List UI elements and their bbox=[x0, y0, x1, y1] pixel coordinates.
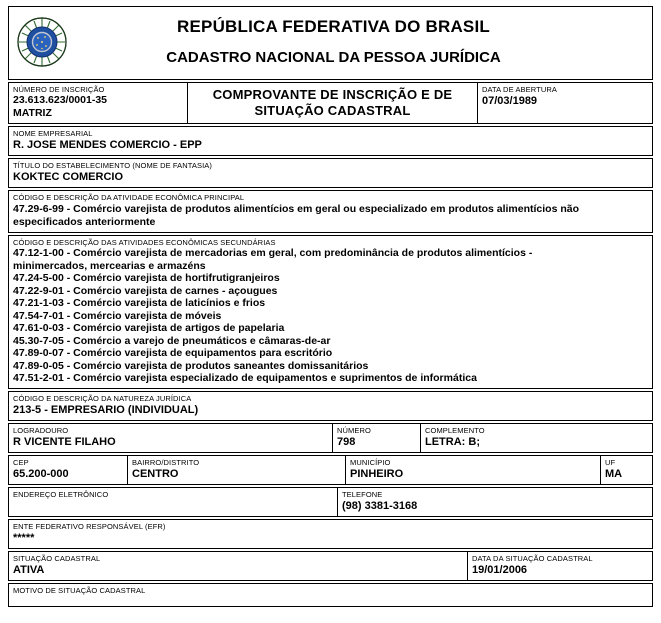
city-box bbox=[346, 455, 601, 485]
list-item: 45.30-7-05 - Comércio a varejo de pneumáticos e câmaras-de-ar bbox=[13, 334, 331, 347]
trade-name-label: TÍTULO DO ESTABELECIMENTO (NOME DE FANTASIA) bbox=[13, 161, 213, 170]
list-item: 47.89-0-05 - Comércio varejista de produtos saneantes domissanitários bbox=[13, 359, 369, 372]
efr-row bbox=[8, 519, 653, 549]
main-activity-row bbox=[8, 190, 653, 233]
list-item: 47.21-1-03 - Comércio varejista de laticínios e frios bbox=[13, 297, 266, 309]
status-badge: ATIVA bbox=[13, 563, 45, 576]
inscription-number-label: NÚMERO DE INSCRIÇÃO bbox=[13, 85, 105, 94]
city-value: PINHEIRO bbox=[350, 467, 404, 480]
email-label: ENDEREÇO ELETRÔNICO bbox=[13, 489, 109, 499]
inscription-number-box bbox=[8, 82, 188, 124]
street-value: R VICENTE FILAHO bbox=[13, 435, 116, 448]
main-activity-label: CÓDIGO E DESCRIÇÃO DA ATIVIDADE ECONÔMICA PRINCIPAL bbox=[13, 193, 245, 202]
cep-box bbox=[8, 455, 128, 485]
trade-name-box bbox=[8, 158, 653, 188]
state-label: UF bbox=[605, 457, 616, 467]
brazil-coat-of-arms-icon bbox=[9, 11, 75, 73]
status-date-box bbox=[468, 551, 653, 581]
list-item: 47.51-2-01 - Comércio varejista especializado de equipamentos e suprimentos de informática bbox=[13, 372, 477, 384]
list-item: minimercados, mercearias e armazéns bbox=[13, 259, 206, 272]
document-header bbox=[8, 6, 653, 80]
district-value: CENTRO bbox=[132, 467, 179, 480]
city-label: MUNICÍPIO bbox=[350, 457, 391, 467]
cep-value: 65.200-000 bbox=[13, 467, 69, 480]
status-date-label: DATA DA SITUAÇÃO CADASTRAL bbox=[472, 553, 593, 563]
status-box bbox=[8, 551, 468, 581]
state-value: MA bbox=[605, 467, 623, 480]
address-row-2 bbox=[8, 455, 653, 485]
state-box bbox=[601, 455, 653, 485]
secondary-activities-list bbox=[13, 247, 648, 385]
status-row bbox=[8, 551, 653, 581]
status-date-value: 19/01/2006 bbox=[472, 563, 528, 576]
main-activity-box bbox=[8, 190, 653, 233]
company-name-box bbox=[8, 126, 653, 156]
complement-label: COMPLEMENTO bbox=[425, 425, 485, 435]
street-box bbox=[8, 423, 333, 453]
district-box bbox=[128, 455, 346, 485]
trade-name-row bbox=[8, 158, 653, 188]
secondary-activities-box bbox=[8, 235, 653, 389]
efr-value: ***** bbox=[13, 531, 35, 544]
efr-box bbox=[8, 519, 653, 549]
district-label: BAIRRO/DISTRITO bbox=[132, 457, 200, 467]
street-label: LOGRADOURO bbox=[13, 425, 69, 435]
legal-nature-value: 213-5 - EMPRESARIO (INDIVIDUAL) bbox=[13, 403, 199, 416]
list-item: 47.12-1-00 - Comércio varejista de mercadorias em geral, com predominância de produtos alimentícios - bbox=[13, 247, 533, 259]
contact-row bbox=[8, 487, 653, 517]
email-box bbox=[8, 487, 338, 517]
list-item: 47.89-0-07 - Comércio varejista de equipamentos para escritório bbox=[13, 347, 333, 359]
page-title: REPÚBLICA FEDERATIVA DO BRASIL bbox=[177, 17, 490, 36]
legal-nature-row bbox=[8, 391, 653, 421]
efr-label: ENTE FEDERATIVO RESPONSÁVEL (EFR) bbox=[13, 521, 166, 531]
status-reason-box bbox=[8, 583, 653, 607]
open-date-label: DATA DE ABERTURA bbox=[482, 85, 557, 94]
list-item: 47.54-7-01 - Comércio varejista de móveis bbox=[13, 309, 222, 322]
main-activity-value: 47.29-6-99 - Comércio varejista de produtos alimentícios em geral ou especializado em produtos alimentícios não especificados anteriormente bbox=[13, 203, 580, 228]
company-name-row bbox=[8, 126, 653, 156]
status-reason-row bbox=[8, 583, 653, 607]
phone-box bbox=[338, 487, 653, 517]
inscription-row bbox=[8, 82, 653, 124]
cep-label: CEP bbox=[13, 457, 29, 467]
company-name-value: R. JOSE MENDES COMERCIO - EPP bbox=[13, 139, 202, 151]
establishment-type-value: MATRIZ bbox=[13, 107, 52, 119]
number-label: NÚMERO bbox=[337, 425, 371, 435]
legal-nature-label: CÓDIGO E DESCRIÇÃO DA NATUREZA JURÍDICA bbox=[13, 393, 192, 403]
inscription-number-value: 23.613.623/0001-35 bbox=[13, 94, 108, 106]
number-box bbox=[333, 423, 421, 453]
certificate-title: COMPROVANTE DE INSCRIÇÃO E DE SITUAÇÃO CADASTRAL bbox=[212, 86, 453, 118]
list-item: 47.22-9-01 - Comércio varejista de carnes - açougues bbox=[13, 284, 278, 297]
list-item: 47.61-0-03 - Comércio varejista de artigos de papelaria bbox=[13, 322, 285, 334]
list-item: 47.24-5-00 - Comércio varejista de hortifrutigranjeiros bbox=[13, 272, 280, 284]
status-label: SITUAÇÃO CADASTRAL bbox=[13, 553, 101, 563]
secondary-activities-label: CÓDIGO E DESCRIÇÃO DAS ATIVIDADES ECONÔMICAS SECUNDÁRIAS bbox=[13, 238, 276, 247]
page-subtitle: CADASTRO NACIONAL DA PESSOA JURÍDICA bbox=[166, 49, 501, 66]
legal-nature-box bbox=[8, 391, 653, 421]
address-row-1 bbox=[8, 423, 653, 453]
secondary-activities-row bbox=[8, 235, 653, 389]
open-date-value: 07/03/1989 bbox=[482, 95, 538, 107]
status-reason-label: MOTIVO DE SITUAÇÃO CADASTRAL bbox=[13, 585, 146, 595]
complement-value: LETRA: B; bbox=[425, 435, 480, 448]
company-name-label: NOME EMPRESARIAL bbox=[13, 129, 93, 138]
trade-name-value: KOKTEC COMERCIO bbox=[13, 171, 123, 183]
phone-label: TELEFONE bbox=[342, 489, 383, 499]
certificate-title-box bbox=[188, 82, 478, 124]
complement-box bbox=[421, 423, 653, 453]
open-date-box bbox=[478, 82, 653, 124]
phone-value: (98) 3381-3168 bbox=[342, 499, 418, 512]
number-value: 798 bbox=[337, 435, 356, 448]
